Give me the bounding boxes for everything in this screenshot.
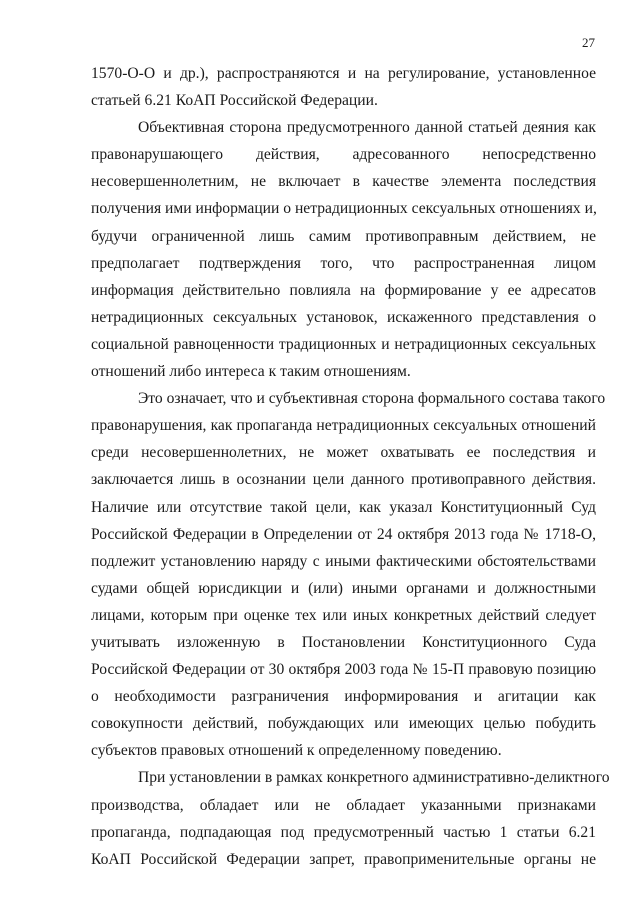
text-line: заключается лишь в осознании цели данного противоправного действия. [91, 471, 596, 489]
text-line: Объективная сторона предусмотренного данной статьей деяния как [138, 119, 596, 137]
text-line: Наличие или отсутствие такой цели, как указал Конституционный Суд [91, 498, 596, 516]
page-number: 27 [582, 35, 595, 50]
text-line: учитывать изложенную в Постановлении Конституционного Суда [91, 633, 596, 651]
text-line: производства, обладает или не обладает указанными признаками [91, 796, 596, 814]
text-line: отношений либо интереса к таким отношениям. [91, 363, 411, 381]
text-line: статьей 6.21 КоАП Российской Федерации. [91, 92, 378, 110]
text-line: социальной равноценности традиционных и нетрадиционных сексуальных [91, 335, 596, 353]
text-line: предполагает подтверждения того, что распространенная лицом [91, 254, 596, 272]
text-line: Российской Федерации в Определении от 24 октября 2013 года № 1718-О, [91, 525, 596, 543]
text-line: совокупности действий, побуждающих или имеющих целью побудить [91, 715, 596, 733]
text-line: Это означает, что и субъективная сторона формального состава такого [138, 390, 606, 408]
text-line: Российской Федерации от 30 октября 2003 года № 15-П правовую позицию [91, 661, 596, 679]
text-line: пропаганда, подпадающая под предусмотренный частью 1 статьи 6.21 [91, 823, 596, 841]
text-line: несовершеннолетним, не включает в качестве элемента последствия [91, 173, 596, 191]
text-line: субъектов правовых отношений к определенному поведению. [91, 742, 502, 760]
text-line: При установлении в рамках конкретного административно-деликтного [138, 769, 610, 787]
body-text [91, 60, 610, 873]
text-line: правонарушения, как пропаганда нетрадиционных сексуальных отношений [91, 417, 596, 435]
text-line: судами общей юрисдикции и (или) иными органами и должностными [91, 579, 596, 597]
text-line: будучи ограниченной лишь самим противоправным действием, не [91, 227, 596, 245]
text-line: получения ими информации о нетрадиционных сексуальных отношениях и, [91, 200, 597, 218]
text-line: 1570-О-О и др.), распространяются и на регулирование, установленное [91, 65, 596, 82]
text-line: среди несовершеннолетних, не может охватывать ее последствия и [91, 444, 596, 462]
text-line: нетрадиционных сексуальных установок, искаженного представления о [91, 308, 596, 326]
text-line: о необходимости разграничения информирования и агитации как [91, 688, 596, 706]
text-line: правонарушающего действия, адресованного непосредственно [91, 146, 596, 164]
text-line: информация действительно повлияла на формирование у ее адресатов [91, 281, 596, 299]
text-line: лицами, которым при оценке тех или иных конкретных действий следует [91, 606, 596, 624]
text-line: подлежит установлению наряду с иными фактическими обстоятельствами [91, 552, 596, 570]
text-line: КоАП Российской Федерации запрет, правоприменительные органы не [91, 850, 596, 868]
